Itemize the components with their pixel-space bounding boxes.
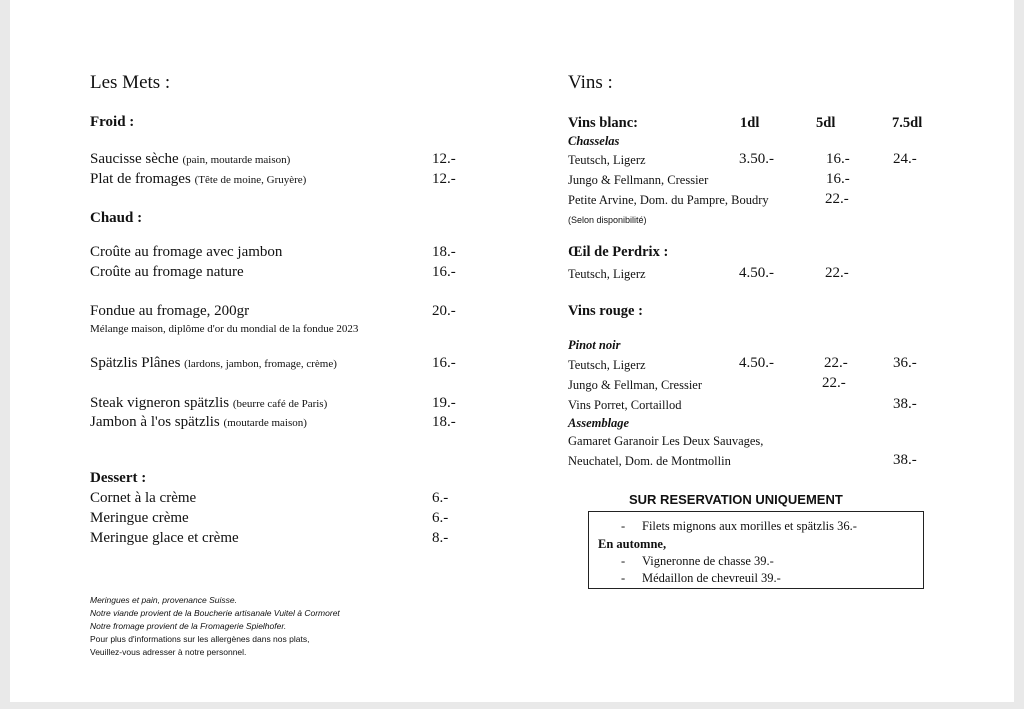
col-1dl: 1dl bbox=[740, 115, 760, 131]
froid-heading: Froid : bbox=[90, 114, 135, 130]
item-name: Steak vigneron spätzlis bbox=[90, 395, 230, 411]
vins-rouge-heading: Vins rouge : bbox=[568, 303, 643, 319]
wine-price-75dl: 38.- bbox=[893, 396, 917, 412]
item-name: Croûte au fromage nature bbox=[90, 264, 244, 280]
col-75dl: 7.5dl bbox=[892, 115, 923, 131]
item-name: Croûte au fromage avec jambon bbox=[90, 244, 283, 260]
chaud-heading: Chaud : bbox=[90, 210, 143, 226]
wine-price-5dl: 22.- bbox=[825, 265, 849, 281]
wine-name: Jungo & Fellmann, Cressier bbox=[568, 173, 709, 187]
bullet-dash: - bbox=[621, 554, 626, 568]
wine-price-5dl: 22.- bbox=[822, 375, 846, 391]
reservation-title: SUR RESERVATION UNIQUEMENT bbox=[629, 492, 843, 507]
wine-name: Teutsch, Ligerz bbox=[568, 358, 646, 372]
item-name: Cornet à la crème bbox=[90, 490, 197, 506]
wine-price-1dl: 3.50.- bbox=[739, 151, 774, 167]
item-name: Plat de fromages bbox=[90, 171, 191, 187]
menu-item bbox=[90, 171, 306, 188]
item-name: Meringue glace et crème bbox=[90, 530, 239, 546]
wine-name: Petite Arvine, Dom. du Pampre, Boudry bbox=[568, 193, 769, 207]
vins-title: Vins : bbox=[568, 72, 613, 93]
menu-item bbox=[90, 355, 337, 372]
item-name: Spätzlis Plânes bbox=[90, 355, 181, 371]
reservation-box bbox=[588, 511, 924, 589]
reservation-item: Filets mignons aux morilles et spätzlis 36.- bbox=[642, 519, 857, 533]
perdrix-heading: Œil de Perdrix : bbox=[568, 244, 669, 260]
item-price: 16.- bbox=[432, 355, 456, 371]
item-price: 12.- bbox=[432, 171, 456, 187]
item-price: 12.- bbox=[432, 151, 456, 167]
item-detail: (pain, moutarde maison) bbox=[182, 154, 291, 166]
wine-price-75dl: 38.- bbox=[893, 452, 917, 468]
item-price: 16.- bbox=[432, 264, 456, 280]
footnotes bbox=[90, 594, 340, 659]
mets-title: Les Mets : bbox=[90, 72, 171, 93]
wine-name: Gamaret Garanoir Les Deux Sauvages, bbox=[568, 434, 764, 448]
wine-price-5dl: 22.- bbox=[825, 191, 849, 207]
item-name: Saucisse sèche bbox=[90, 151, 179, 167]
wine-name: Jungo & Fellman, Cressier bbox=[568, 378, 703, 392]
item-name: Jambon à l'os spätzlis bbox=[90, 414, 220, 430]
bullet-dash: - bbox=[621, 519, 626, 533]
col-5dl: 5dl bbox=[816, 115, 836, 131]
pinot-noir-category: Pinot noir bbox=[568, 338, 621, 352]
chasselas-category: Chasselas bbox=[568, 134, 620, 148]
footnote: Notre viande provient de la Boucherie artisanale Vuitel à Cormoret bbox=[90, 608, 340, 618]
item-price: 18.- bbox=[432, 244, 456, 260]
item-subtext: Mélange maison, diplôme d'or du mondial de la fondue 2023 bbox=[90, 323, 359, 335]
wine-price-75dl: 36.- bbox=[893, 355, 917, 371]
wine-price-5dl: 22.- bbox=[824, 355, 848, 371]
wine-price-75dl: 24.- bbox=[893, 151, 917, 167]
menu-item bbox=[90, 395, 327, 412]
item-detail: (Tête de moine, Gruyère) bbox=[194, 174, 307, 186]
menu-item bbox=[90, 151, 290, 168]
wine-name: Vins Porret, Cortaillod bbox=[568, 398, 682, 412]
dessert-heading: Dessert : bbox=[90, 470, 147, 486]
footnote: Veuillez-vous adresser à notre personnel. bbox=[90, 647, 247, 657]
item-price: 6.- bbox=[432, 490, 449, 506]
item-price: 6.- bbox=[432, 510, 449, 526]
season-label: En automne, bbox=[598, 537, 667, 551]
wine-price-5dl: 16.- bbox=[826, 171, 850, 187]
vins-blanc-heading: Vins blanc: bbox=[568, 115, 638, 131]
wine-name: Teutsch, Ligerz bbox=[568, 267, 646, 281]
footnote: Pour plus d'informations sur les allergènes dans nos plats, bbox=[90, 634, 310, 644]
bullet-dash: - bbox=[621, 571, 626, 585]
menu-page bbox=[10, 0, 1014, 702]
wine-price-5dl: 16.- bbox=[826, 151, 850, 167]
footnote: Notre fromage provient de la Fromagerie Spielhofer. bbox=[90, 621, 287, 631]
footnote: Meringues et pain, provenance Suisse. bbox=[90, 595, 237, 605]
menu-item bbox=[90, 414, 307, 431]
wine-name: Neuchatel, Dom. de Montmollin bbox=[568, 454, 731, 468]
item-detail: (beurre café de Paris) bbox=[232, 398, 328, 410]
assemblage-category: Assemblage bbox=[568, 416, 630, 430]
reservation-item: Vigneronne de chasse 39.- bbox=[642, 554, 774, 568]
item-name: Fondue au fromage, 200gr bbox=[90, 303, 250, 319]
item-price: 20.- bbox=[432, 303, 456, 319]
item-name: Meringue crème bbox=[90, 510, 189, 526]
reservation-item: Médaillon de chevreuil 39.- bbox=[642, 571, 781, 585]
item-price: 8.- bbox=[432, 530, 449, 546]
wine-price-1dl: 4.50.- bbox=[739, 265, 774, 281]
item-detail: (moutarde maison) bbox=[223, 417, 307, 429]
wine-price-1dl: 4.50.- bbox=[739, 355, 774, 371]
availability-note: (Selon disponibilité) bbox=[568, 215, 647, 225]
item-detail: (lardons, jambon, fromage, crème) bbox=[184, 358, 337, 370]
wine-name: Teutsch, Ligerz bbox=[568, 153, 646, 167]
item-price: 18.- bbox=[432, 414, 456, 430]
item-price: 19.- bbox=[432, 395, 456, 411]
